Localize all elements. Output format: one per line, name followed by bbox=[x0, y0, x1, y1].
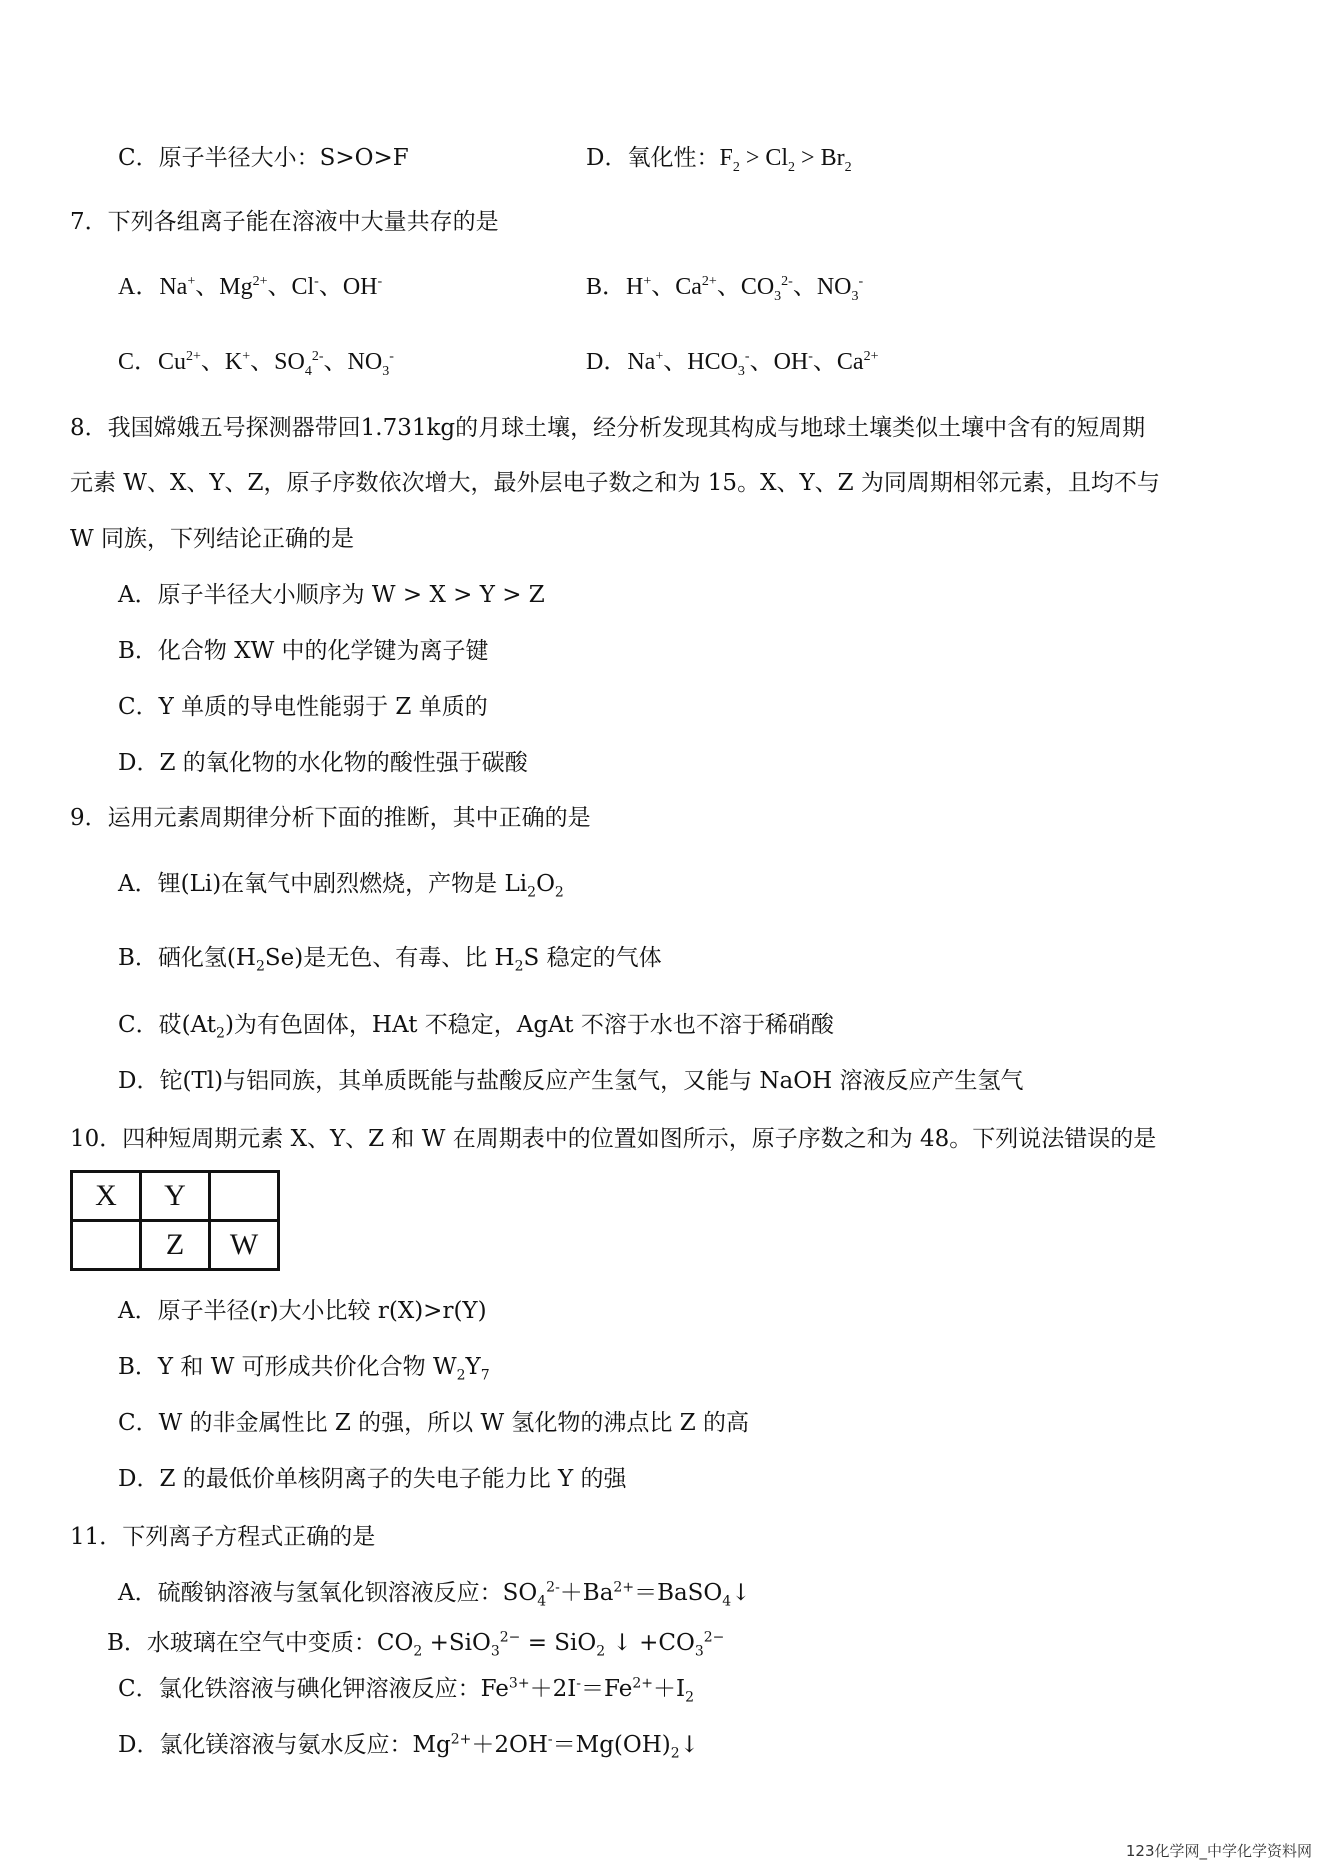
grid-cell: X bbox=[72, 1172, 141, 1221]
q9-option-a: A．锂(Li)在氧气中剧烈燃烧，产物是 $Li_2O_2$ bbox=[118, 871, 564, 901]
q6-option-c: C．原子半径大小：S>O>F bbox=[118, 145, 409, 171]
q7-stem: 7．下列各组离子能在溶液中大量共存的是 bbox=[70, 209, 499, 235]
grid-cell bbox=[72, 1221, 141, 1270]
grid-cell: W bbox=[210, 1221, 279, 1270]
q9-option-b: B．硒化氢$(H_2Se)$是无色、有毒、比 $H_2S$ 稳定的气体 bbox=[118, 945, 662, 975]
q10-option-b: B．Y 和 W 可形成共价化合物 $W_2Y_7$ bbox=[118, 1354, 490, 1384]
q11-stem: 11．下列离子方程式正确的是 bbox=[70, 1524, 376, 1550]
q8-option-a: A．原子半径大小顺序为 W > X > Y > Z bbox=[118, 582, 545, 608]
q7-option-d: D．Na+、$HCO_3^-$、OH-、$Ca^{2+}$ bbox=[586, 349, 879, 379]
q8-option-d: D．Z 的氧化物的水化物的酸性强于碳酸 bbox=[118, 750, 528, 776]
q8-option-b: B．化合物 XW 中的化学键为离子键 bbox=[118, 638, 489, 664]
q11-option-a: A．硫酸钠溶液与氢氧化钡溶液反应：$SO_4^{2-}+Ba^{2+}=BaSO_4↓$ bbox=[118, 1579, 751, 1610]
q10-stem: 10．四种短周期元素 X、Y、Z 和 W 在周期表中的位置如图所示，原子序数之和为 48。下列说法错误的是 bbox=[70, 1126, 1157, 1152]
q9-option-d: D．铊(Tl)与铝同族，其单质既能与盐酸反应产生氢气，又能与 NaOH 溶液反应产生氢气 bbox=[118, 1068, 1024, 1094]
q8-stem-line-3: W 同族，下列结论正确的是 bbox=[70, 526, 354, 552]
q8-stem-line-2: 元素 W、X、Y、Z，原子序数依次增大，最外层电子数之和为 15。X、Y、Z 为同周期相邻元素，且均不与 bbox=[70, 470, 1160, 496]
q7-option-b: B．H+、$Ca^{2+}$、$CO_3^{2-}$、$NO_3^-$ bbox=[586, 274, 864, 304]
q10-option-c: C．W 的非金属性比 Z 的强，所以 W 氢化物的沸点比 Z 的高 bbox=[118, 1410, 750, 1436]
q11-option-c: C．氯化铁溶液与碘化钾溶液反应：$Fe^{3+}+2I^-=Fe^{2+}+I_2$ bbox=[118, 1675, 694, 1706]
periodic-table-fragment bbox=[70, 1170, 280, 1271]
q8-stem-line-1: 8．我国嫦娥五号探测器带回1.731kg的月球土壤，经分析发现其构成与地球土壤类似土壤中含有的短周期 bbox=[70, 415, 1146, 441]
grid-row bbox=[72, 1221, 279, 1270]
watermark-footer: 123化学网_中学化学资料网 bbox=[1125, 1842, 1312, 1860]
q9-option-c: C．砹$(At_2)$为有色固体，HAt 不稳定，AgAt 不溶于水也不溶于稀硝酸 bbox=[118, 1012, 834, 1042]
q10-option-a: A．原子半径(r)大小比较 r(X)>r(Y) bbox=[118, 1298, 487, 1324]
q11-option-d: D．氯化镁溶液与氨水反应：$Mg^{2+}+2OH^-=Mg(OH)_2↓$ bbox=[118, 1731, 699, 1762]
grid-cell: Z bbox=[141, 1221, 210, 1270]
grid-row bbox=[72, 1172, 279, 1221]
grid-cell: Y bbox=[141, 1172, 210, 1221]
q7-option-c: C．$Cu^{2+}$、K+、$SO_4^{2-}$、$NO_3^-$ bbox=[118, 349, 394, 379]
q6-option-d: D．氧化性：$F_2 > Cl_2 > Br_2$ bbox=[586, 145, 852, 175]
q7-option-a: A．Na+、$Mg^{2+}$、Cl-、OH- bbox=[118, 274, 383, 300]
grid-cell bbox=[210, 1172, 279, 1221]
q9-stem: 9．运用元素周期律分析下面的推断，其中正确的是 bbox=[70, 805, 591, 831]
q8-option-c: C．Y 单质的导电性能弱于 Z 单质的 bbox=[118, 694, 488, 720]
q10-option-d: D．Z 的最低价单核阴离子的失电子能力比 Y 的强 bbox=[118, 1466, 627, 1492]
q11-option-b: B．水玻璃在空气中变质：$CO_2 +SiO_3^{2-} = SiO_2$ ↓ $+CO_3^{2-}$ bbox=[107, 1629, 725, 1660]
